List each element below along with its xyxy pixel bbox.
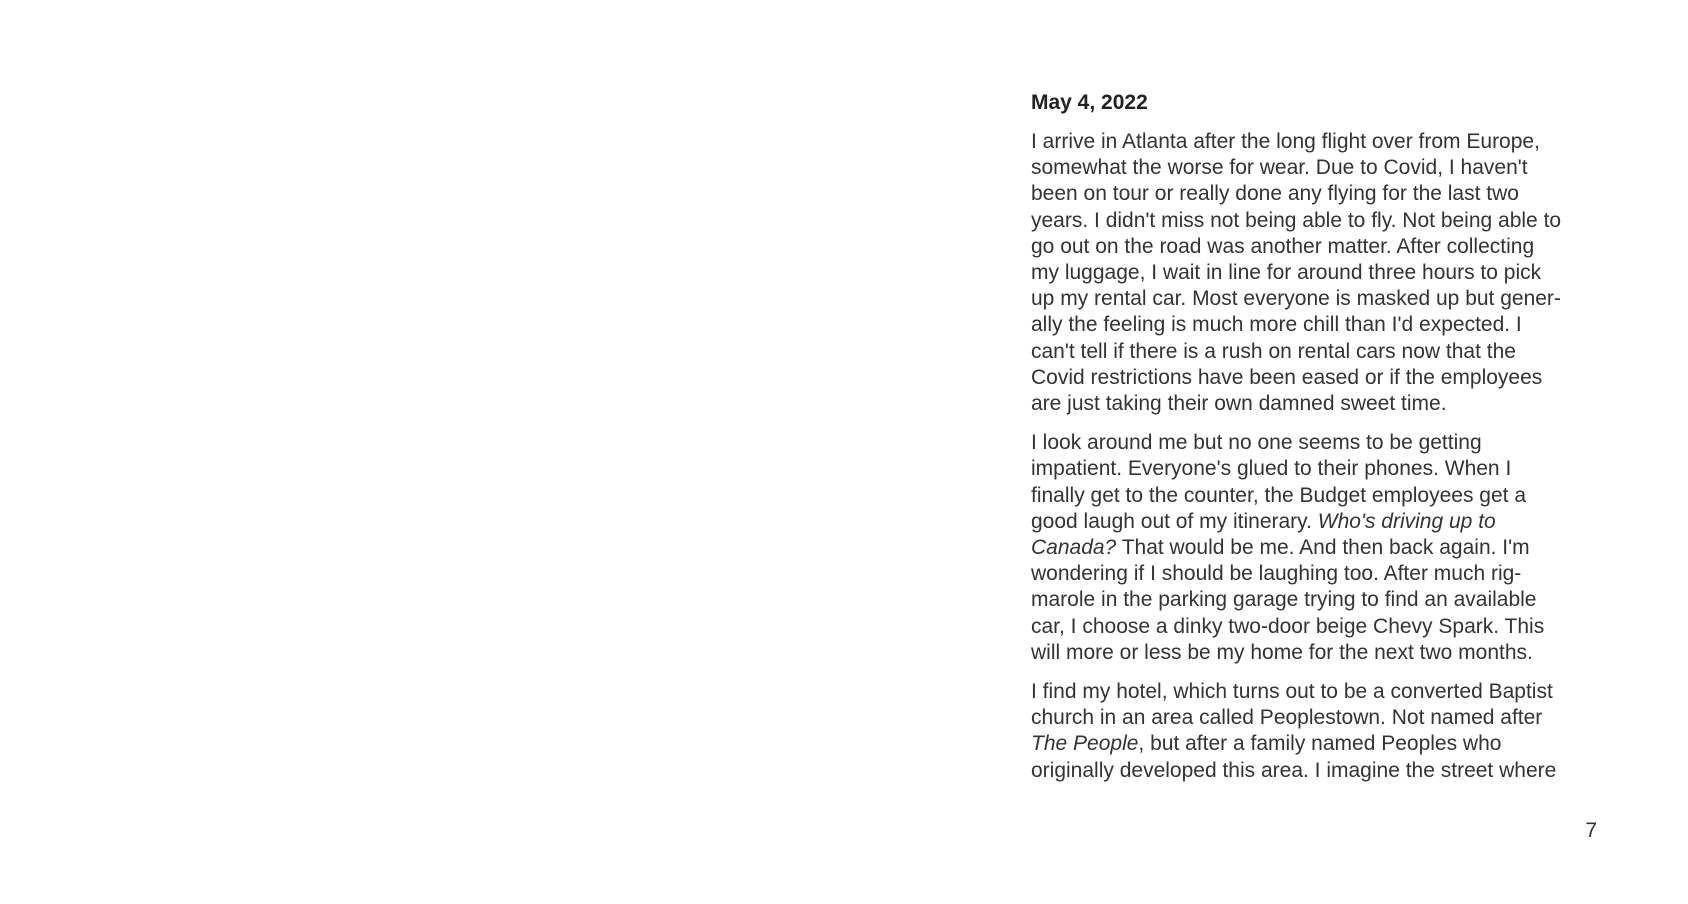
text-line: up my rental car. Most everyone is masked up but gener-	[1031, 287, 1561, 311]
text-line: car, I choose a dinky two-door beige Chevy Spark. This	[1031, 614, 1545, 638]
text-line: will more or less be my home for the next two months.	[1031, 640, 1533, 664]
paragraph-hotel	[1031, 679, 1591, 784]
italic-term: The People	[1031, 732, 1139, 756]
text-line: been on tour or really done any flying for the last two	[1031, 182, 1519, 206]
italic-quote: Canada?	[1031, 536, 1117, 560]
text-line	[1031, 509, 1591, 535]
text-line: somewhat the worse for wear. Due to Covid, I haven't	[1031, 156, 1528, 180]
text-line	[1031, 731, 1591, 757]
text-line: impatient. Everyone's glued to their phones. When I	[1031, 457, 1512, 481]
page-text-block	[1031, 90, 1591, 797]
text-line: ally the feeling is much more chill than I'd expected. I	[1031, 313, 1522, 337]
text-line: originally developed this area. I imagine the street where	[1031, 758, 1557, 782]
text-line: church in an area called Peoplestown. Not named after	[1031, 706, 1543, 730]
text-line: marole in the parking garage trying to find an available	[1031, 588, 1537, 612]
text-line: wondering if I should be laughing too. After much rig-	[1031, 562, 1522, 586]
text-line: go out on the road was another matter. After collecting	[1031, 234, 1535, 258]
text-line: I find my hotel, which turns out to be a converted Baptist	[1031, 680, 1553, 704]
text-line: years. I didn't miss not being able to fly. Not being able to	[1031, 208, 1562, 232]
text-line: I look around me but no one seems to be getting	[1031, 431, 1482, 455]
text-run: good laugh out of my itinerary.	[1031, 509, 1318, 533]
text-run: That would be me. And then back again. I'm	[1116, 536, 1530, 560]
text-run: , but after a family named Peoples who	[1138, 732, 1502, 756]
text-line: my luggage, I wait in line for around three hours to pick	[1031, 261, 1542, 285]
text-line: can't tell if there is a rush on rental cars now that the	[1031, 339, 1516, 363]
text-line	[1031, 535, 1591, 561]
text-line: are just taking their own damned sweet time.	[1031, 392, 1447, 416]
italic-quote: Who's driving up to	[1317, 509, 1496, 533]
right-page	[844, 0, 1688, 904]
entry-date-heading: May 4, 2022	[1031, 91, 1148, 114]
text-line: I arrive in Atlanta after the long flight over from Europe,	[1031, 130, 1540, 153]
paragraph-arrival	[1031, 129, 1591, 417]
paragraph-rental-counter	[1031, 430, 1591, 666]
text-line: finally get to the counter, the Budget employees get a	[1031, 483, 1526, 507]
page-number: 7	[1585, 819, 1597, 842]
text-line: Covid restrictions have been eased or if the employees	[1031, 365, 1543, 389]
